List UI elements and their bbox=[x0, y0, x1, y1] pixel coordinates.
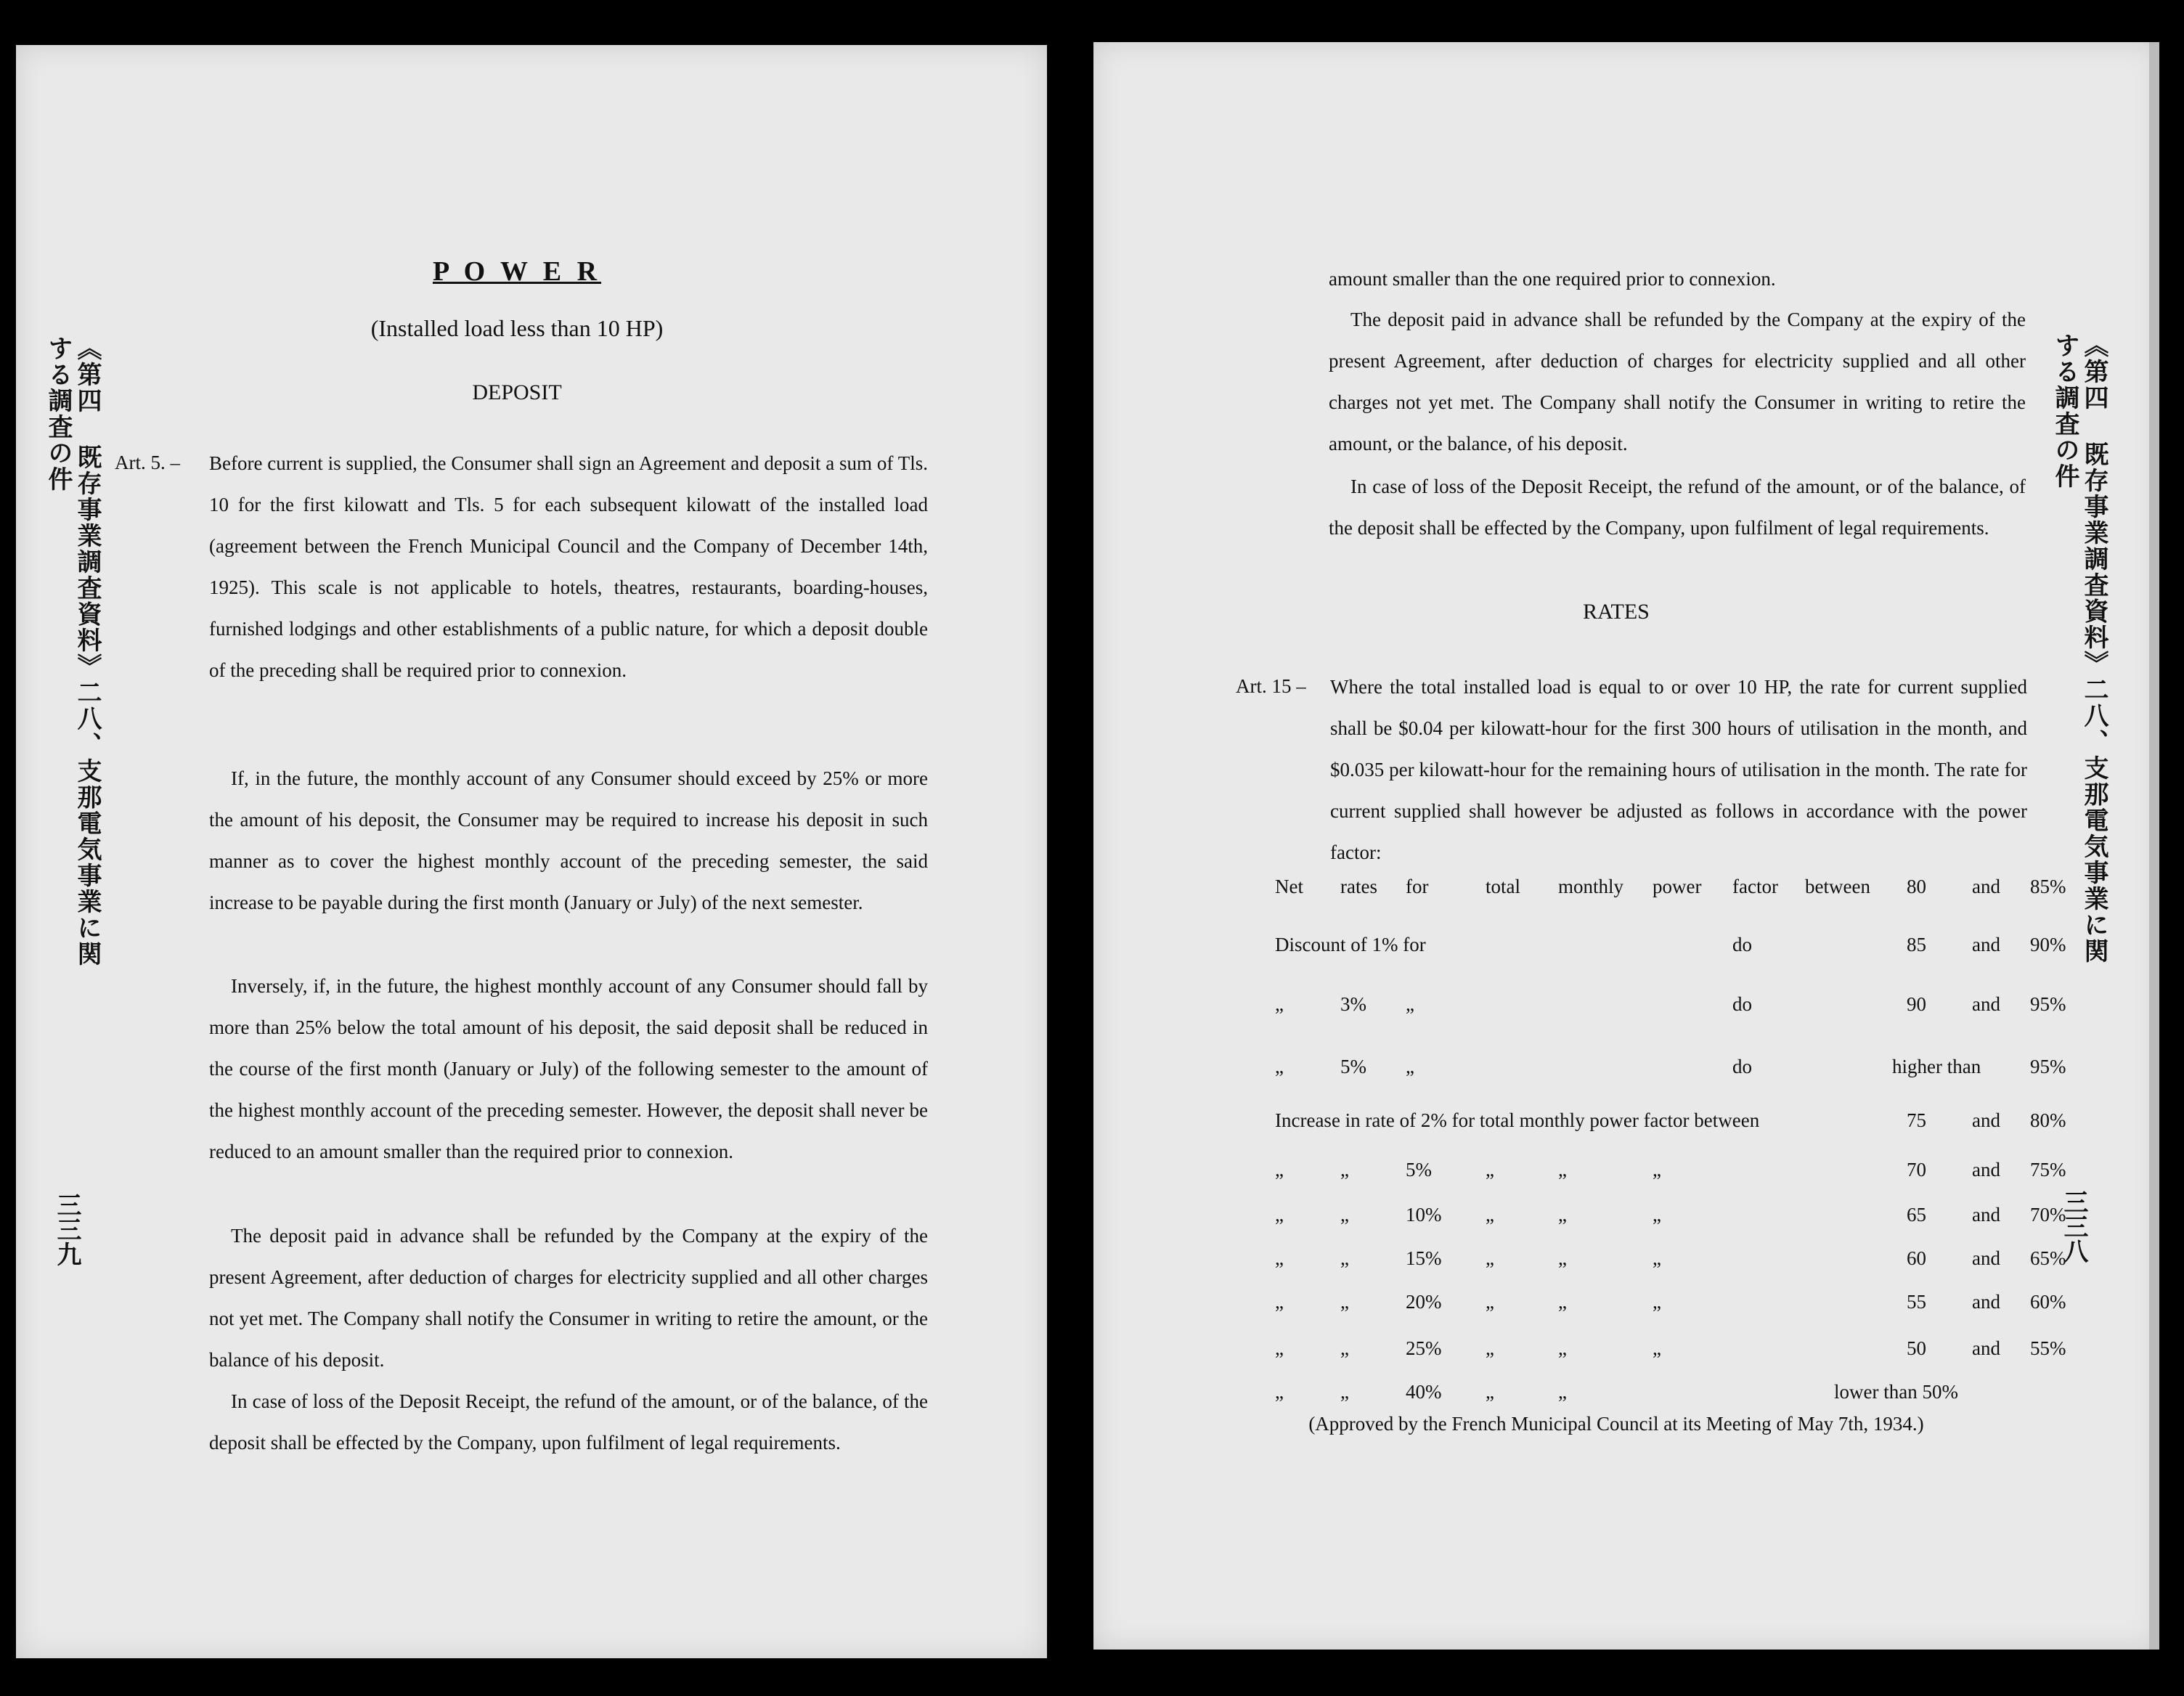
rates-table-cell-c5: monthly bbox=[1558, 876, 1624, 897]
rates-table-cell-c5: „ bbox=[1558, 1247, 1567, 1269]
rates-table-row bbox=[1093, 1204, 2110, 1233]
rates-table-cell-c10: and bbox=[1972, 1159, 2000, 1181]
rates-table-cell-c10: and bbox=[1972, 1247, 2000, 1269]
rates-table-cell-c11: 85% bbox=[2030, 876, 2066, 897]
rates-table-cell-c1: „ bbox=[1275, 1291, 1284, 1313]
rates-table-cell-c6: „ bbox=[1653, 1204, 1661, 1226]
rates-table-cell-c3: 5% bbox=[1406, 1159, 1432, 1181]
rates-table-cell-c7: do bbox=[1732, 934, 1752, 955]
rates-table-cell-c9: 90 bbox=[1907, 993, 1926, 1015]
rates-table-cell-c1: „ bbox=[1275, 1247, 1284, 1269]
rates-table-cell-c6: „ bbox=[1653, 1337, 1661, 1359]
rates-table-cell-c4: „ bbox=[1486, 1381, 1494, 1403]
rates-table-row bbox=[1093, 1247, 2110, 1276]
rates-table-cell-c8: between bbox=[1805, 876, 1870, 897]
rates-table-row bbox=[1093, 1291, 2110, 1320]
loss-paragraph: In case of loss of the Deposit Receipt, the refund of the amount, or of the balance, of the deposit shall be effected by the Company, upon fulfilment of legal requirements. bbox=[1329, 476, 2026, 539]
rates-table-cell-c4: total bbox=[1486, 876, 1520, 897]
approval-note: (Approved by the French Municipal Council at its Meeting of May 7th, 1934.) bbox=[1308, 1413, 1924, 1435]
rates-table-cell-c5: „ bbox=[1558, 1291, 1567, 1313]
rates-table-cell-c9: 50 bbox=[1907, 1337, 1926, 1359]
article-15-text: Where the total installed load is equal to or over 10 HP, the rate for current supplied shall be $0.04 per kilowatt-hour for the first 300 hours of utilisation in the month, and $0.035 per kilowatt-hour for the remaining hours of utilisation in the month. The rate for current supplied shall however be adjusted as follows in accordance with the power factor: bbox=[1330, 676, 2027, 863]
page-number-left: 三三九 bbox=[52, 1192, 81, 1266]
rates-table-cell-c11: 70% bbox=[2030, 1204, 2066, 1226]
rates-table-cell-c2: „ bbox=[1340, 1204, 1349, 1226]
rates-table-cell-c10: and bbox=[1972, 1337, 2000, 1359]
rates-table-cell-c9: 75 bbox=[1907, 1109, 1926, 1131]
rates-table-cell-c6: „ bbox=[1653, 1159, 1661, 1181]
rates-table-cell-c9: higher than bbox=[1892, 1056, 1981, 1077]
rates-table-cell-c2: „ bbox=[1340, 1247, 1349, 1269]
rates-table-cell-c9: 60 bbox=[1907, 1247, 1926, 1269]
rates-table-cell-c6: „ bbox=[1653, 1247, 1661, 1269]
rates-table-cell-c9: 55 bbox=[1907, 1291, 1926, 1313]
rates-table-cell-c4: „ bbox=[1486, 1204, 1494, 1226]
rates-table-cell-c10: and bbox=[1972, 1291, 2000, 1313]
article-5-label: Art. 5. – bbox=[115, 452, 180, 473]
rates-table-cell-c6: power bbox=[1653, 876, 1702, 897]
rates-heading: RATES bbox=[1583, 600, 1650, 624]
rates-table-cell-c1: Discount of 1% for bbox=[1275, 934, 1426, 955]
deposit-loss-paragraph: In case of loss of the Deposit Receipt, the refund of the amount, or of the balance, of the deposit shall be effected by the Company, upon fulfilment of legal requirements. bbox=[209, 1390, 928, 1454]
rates-table-cell-c4: „ bbox=[1486, 1291, 1494, 1313]
rates-table-cell-c4: „ bbox=[1486, 1247, 1494, 1269]
rates-table-cell-c10: and bbox=[1972, 993, 2000, 1015]
rates-table-cell-c3: 40% bbox=[1406, 1381, 1442, 1403]
rates-table-cell-c9: 65 bbox=[1907, 1204, 1926, 1226]
rates-table-cell-c7: factor bbox=[1732, 876, 1778, 897]
rates-table-cell-c5: „ bbox=[1558, 1381, 1567, 1403]
rates-table-cell-c11: 95% bbox=[2030, 993, 2066, 1015]
rates-table-cell-c5: „ bbox=[1558, 1159, 1567, 1181]
rates-table-row bbox=[1093, 1159, 2110, 1188]
article-5-text: Before current is supplied, the Consumer shall sign an Agreement and deposit a sum of Tls. 10 for the first kilowatt and Tls. 5 for each subsequent kilowatt of the installed load (agreement between the French Municipal Council and the Company of December 14th, 1925). This scale is not applicable to hotels, theatres, restaurants, boarding-houses, furnished lodgings and other establishments of a public nature, for which a deposit double of the preceding shall be required prior to connexion. bbox=[209, 452, 928, 681]
rates-table-cell-c10: and bbox=[1972, 1109, 2000, 1131]
rates-table-cell-c4: „ bbox=[1486, 1337, 1494, 1359]
rates-table-cell-c3: „ bbox=[1406, 1056, 1414, 1077]
rates-table-row bbox=[1093, 876, 2110, 905]
rates-table-cell-c3: 20% bbox=[1406, 1291, 1442, 1313]
rates-table-cell-c11: 75% bbox=[2030, 1159, 2066, 1181]
rates-table-row bbox=[1093, 1381, 2110, 1410]
rates-table-cell-c2: „ bbox=[1340, 1291, 1349, 1313]
deposit-reduction-paragraph: Inversely, if, in the future, the highest monthly account of any Consumer should fall by more than 25% below the total amount of his deposit, the said deposit shall be reduced in the course of the first month (January or July) of the following semester to the amount of the highest monthly account of the preceding semester. However, the deposit shall never be reduced to an amount smaller than the required prior to connexion. bbox=[209, 975, 928, 1162]
rates-table-cell-c2: „ bbox=[1340, 1337, 1349, 1359]
rates-table-cell-c1: Net bbox=[1275, 876, 1303, 897]
rates-table-cell-c2: 3% bbox=[1340, 993, 1366, 1015]
rates-table-cell-c3: 25% bbox=[1406, 1337, 1442, 1359]
deposit-heading: DEPOSIT bbox=[472, 380, 562, 404]
article-15-label: Art. 15 – bbox=[1236, 675, 1306, 697]
page-stack-edge bbox=[2149, 42, 2159, 1650]
rates-table-cell-c9: 70 bbox=[1907, 1159, 1926, 1181]
rates-table-cell-c9: lower than 50% bbox=[1834, 1381, 1958, 1403]
rates-table-cell-c10: and bbox=[1972, 876, 2000, 897]
rates-table-cell-c10: and bbox=[1972, 1204, 2000, 1226]
rates-table-cell-c3: for bbox=[1406, 876, 1429, 897]
rates-table-cell-c3: „ bbox=[1406, 993, 1414, 1015]
rates-table-cell-c2: rates bbox=[1340, 876, 1377, 897]
deposit-increase-paragraph: If, in the future, the monthly account of any Consumer should exceed by 25% or more the amount of his deposit, the Consumer may be required to increase his deposit in such manner as to cover the highest monthly account of the preceding semester, the said increase to be payable during the first month (January or July) of the next semester. bbox=[209, 767, 928, 913]
rates-table-cell-c2: „ bbox=[1340, 1159, 1349, 1181]
rates-table-cell-c4: „ bbox=[1486, 1159, 1494, 1181]
rates-table-cell-c9: 85 bbox=[1907, 934, 1926, 955]
rates-table-cell-c10: and bbox=[1972, 934, 2000, 955]
rates-table-cell-c11: 60% bbox=[2030, 1291, 2066, 1313]
rates-table-cell-c1: „ bbox=[1275, 1159, 1284, 1181]
side-label-right: 《第四 既存事業調査資料》二八、支那電気事業に関する調査の件 bbox=[2050, 333, 2108, 964]
rates-table-cell-c1: „ bbox=[1275, 1056, 1284, 1077]
page-number-right: 三三八 bbox=[2059, 1189, 2088, 1263]
rates-table-cell-c1: „ bbox=[1275, 1337, 1284, 1359]
right-page bbox=[1093, 42, 2159, 1650]
rates-table-cell-c7: do bbox=[1732, 1056, 1752, 1077]
continuation-text: amount smaller than the one required prior to connexion. bbox=[1329, 268, 1776, 290]
page-title: P O W E R bbox=[432, 256, 602, 287]
left-page bbox=[16, 45, 1047, 1658]
rates-table-cell-c1: „ bbox=[1275, 1204, 1284, 1226]
rates-table-row bbox=[1093, 934, 2110, 963]
rates-table-cell-c2: 5% bbox=[1340, 1056, 1366, 1077]
rates-table-cell-c1: Increase in rate of 2% for total monthly power factor between bbox=[1275, 1109, 1760, 1131]
page-subtitle: (Installed load less than 10 HP) bbox=[370, 315, 664, 341]
rates-table-cell-c2: „ bbox=[1340, 1381, 1349, 1403]
refund-paragraph: The deposit paid in advance shall be refunded by the Company at the expiry of the present Agreement, after deduction of charges for electricity supplied and all other charges not yet met. The Company shall notify the Consumer in writing to retire the amount, or the balance, of his deposit. bbox=[1329, 309, 2026, 454]
rates-table-cell-c11: 55% bbox=[2030, 1337, 2066, 1359]
rates-table-cell-c5: „ bbox=[1558, 1337, 1567, 1359]
rates-table-row bbox=[1093, 1056, 2110, 1085]
rates-table-row bbox=[1093, 1109, 2110, 1138]
rates-table-cell-c3: 10% bbox=[1406, 1204, 1442, 1226]
rates-table-cell-c11: 80% bbox=[2030, 1109, 2066, 1131]
rates-table-cell-c1: „ bbox=[1275, 1381, 1284, 1403]
deposit-refund-paragraph: The deposit paid in advance shall be refunded by the Company at the expiry of the present Agreement, after deduction of charges for electricity supplied and all other charges not yet met. The Company shall notify the Consumer in writing to retire the amount, or the balance of his deposit. bbox=[209, 1225, 928, 1371]
rates-table-cell-c11: 90% bbox=[2030, 934, 2066, 955]
rates-table-cell-c7: do bbox=[1732, 993, 1752, 1015]
rates-table-cell-c9: 80 bbox=[1907, 876, 1926, 897]
rates-table-cell-c6: „ bbox=[1653, 1291, 1661, 1313]
rates-table-cell-c11: 95% bbox=[2030, 1056, 2066, 1077]
rates-table-cell-c5: „ bbox=[1558, 1204, 1567, 1226]
rates-table-cell-c1: „ bbox=[1275, 993, 1284, 1015]
rates-table-cell-c3: 15% bbox=[1406, 1247, 1442, 1269]
rates-table-row bbox=[1093, 993, 2110, 1022]
rates-table-cell-c11: 65% bbox=[2030, 1247, 2066, 1269]
rates-table-row bbox=[1093, 1337, 2110, 1366]
side-label-left: 《第四 既存事業調査資料》二八、支那電気事業に関する調査の件 bbox=[44, 335, 102, 967]
